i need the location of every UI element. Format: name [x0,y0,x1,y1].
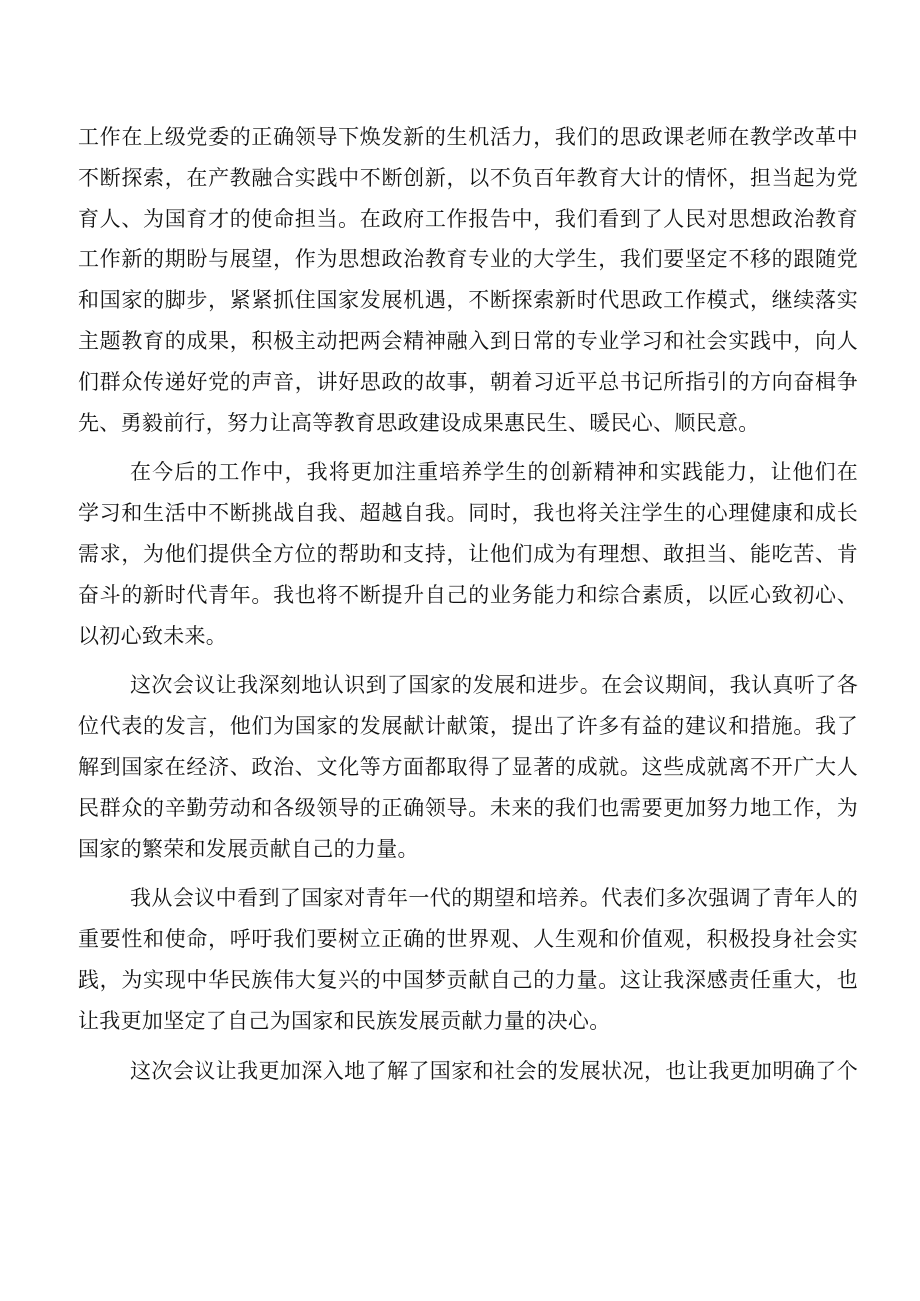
text-line: 解到国家在经济、政治、文化等方面都取得了显著的成就。这些成就离不开广大人 [78,754,858,779]
text-line: 工作在上级党委的正确领导下焕发新的生机活力，我们的思政课老师在教学改革中 [78,125,858,149]
text-line: 不断探索，在产教融合实践中不断创新，以不负百年教育大计的情怀，担当起为党 [78,165,858,190]
document-body [78,117,858,1100]
text-line: 践，为实现中华民族伟大复兴的中国梦贡献自己的力量。这让我深感责任重大，也 [78,967,858,992]
paragraph [78,665,858,869]
text-line: 以初心致未来。 [78,623,228,648]
text-line: 主题教育的成果，积极主动把两会精神融入到日常的专业学习和社会实践中，向人 [78,328,858,353]
text-line: 民群众的辛勤劳动和各级领导的正确领导。未来的我们也需要更加努力地工作，为 [78,795,858,820]
text-line: 育人、为国育才的使命担当。在政府工作报告中，我们看到了人民对思想政治教育 [78,206,858,231]
text-line: 这次会议让我深刻地认识到了国家的发展和进步。在会议期间，我认真听了各 [130,673,858,698]
paragraph [78,452,858,656]
text-line: 学习和生活中不断挑战自我、超越自我。同时，我也将关注学生的心理健康和成长 [78,501,858,526]
text-line: 在今后的工作中，我将更加注重培养学生的创新精神和实践能力，让他们在 [130,460,858,485]
text-line: 先、勇毅前行，努力让高等教育思政建设成果惠民生、暖民心、顺民意。 [78,410,760,435]
text-line: 这次会议让我更加深入地了解了国家和社会的发展状况，也让我更加明确了个 [130,1058,858,1083]
text-line: 我从会议中看到了国家对青年一代的期望和培养。代表们多次强调了青年人的 [130,886,858,911]
text-line: 国家的繁荣和发展贡献自己的力量。 [78,836,419,861]
text-line: 和国家的脚步，紧紧抓住国家发展机遇，不断探索新时代思政工作模式，继续落实 [78,288,858,313]
paragraph [78,1051,858,1092]
paragraph [78,878,858,1041]
text-line: 奋斗的新时代青年。我也将不断提升自己的业务能力和综合素质，以匠心致初心、 [78,582,858,607]
text-line: 位代表的发言，他们为国家的发展献计献策，提出了许多有益的建议和措施。我了 [78,714,858,739]
text-line: 重要性和使命，呼吁我们要树立正确的世界观、人生观和价值观，积极投身社会实 [78,927,858,952]
paragraph [78,117,858,443]
text-line: 们群众传递好党的声音，讲好思政的故事，朝着习近平总书记所指引的方向奋楫争 [78,369,858,394]
text-line: 让我更加坚定了自己为国家和民族发展贡献力量的决心。 [78,1008,611,1033]
text-line: 工作新的期盼与展望，作为思想政治教育专业的大学生，我们要坚定不移的跟随党 [78,247,858,272]
text-line: 需求，为他们提供全方位的帮助和支持，让他们成为有理想、敢担当、能吃苦、肯 [78,541,858,566]
